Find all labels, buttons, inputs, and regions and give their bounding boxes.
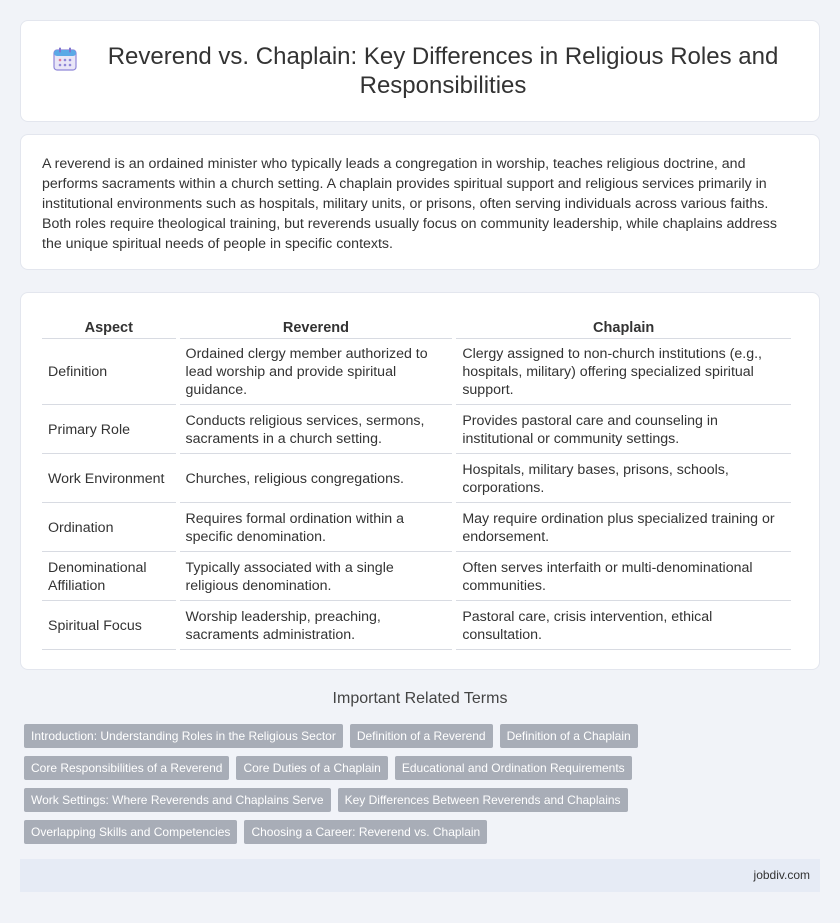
cell-chaplain: May require ordination plus specialized training or endorsement. (456, 503, 791, 552)
related-term-chip[interactable]: Core Responsibilities of a Reverend (24, 756, 229, 780)
cell-aspect: Denominational Affiliation (42, 552, 176, 601)
footer (20, 859, 820, 892)
page-title: Reverend vs. Chaplain: Key Differences in Religious Roles and Responsibilities (107, 43, 779, 99)
header-aspect: Aspect (42, 313, 176, 339)
related-term-chip[interactable]: Work Settings: Where Reverends and Chaplains Serve (24, 788, 331, 812)
intro-card (20, 134, 820, 270)
table-row (42, 339, 791, 405)
cell-reverend: Conducts religious services, sermons, sacraments in a church setting. (180, 405, 453, 454)
related-term-chip[interactable]: Choosing a Career: Reverend vs. Chaplain (244, 820, 487, 844)
cell-reverend: Churches, religious congregations. (180, 454, 453, 503)
table-row (42, 454, 791, 503)
intro-text: A reverend is an ordained minister who typically leads a congregation in worship, teaches religious doctrine, and performs sacraments within a church setting. A chaplain provides spiritual support and religious services primarily in institutional environments such as hospitals, military units, or prisons, often serving individuals across various faiths. Both roles require theological training, but reverends usually focus on community leadership, while chaplains address the unique spiritual needs of people in specific contexts. (42, 156, 777, 252)
table-header-row (42, 313, 791, 339)
related-terms (24, 724, 744, 852)
cell-aspect: Ordination (42, 503, 176, 552)
related-term-chip[interactable]: Core Duties of a Chaplain (236, 756, 387, 780)
related-term-chip[interactable]: Introduction: Understanding Roles in the Religious Sector (24, 724, 343, 748)
cell-chaplain: Pastoral care, crisis intervention, ethical consultation. (456, 601, 791, 650)
header-reverend: Reverend (180, 313, 453, 339)
related-term-chip[interactable]: Definition of a Reverend (350, 724, 493, 748)
cell-aspect: Spiritual Focus (42, 601, 176, 650)
cell-chaplain: Often serves interfaith or multi-denominational communities. (456, 552, 791, 601)
table-row (42, 405, 791, 454)
related-term-chip[interactable]: Key Differences Between Reverends and Chaplains (338, 788, 628, 812)
calendar-icon (52, 46, 78, 72)
related-term-chip[interactable]: Overlapping Skills and Competencies (24, 820, 237, 844)
cell-reverend: Requires formal ordination within a specific denomination. (180, 503, 453, 552)
table-row (42, 601, 791, 650)
cell-chaplain: Provides pastoral care and counseling in institutional or community settings. (456, 405, 791, 454)
related-term-chip[interactable]: Educational and Ordination Requirements (395, 756, 632, 780)
comparison-table (38, 313, 795, 650)
cell-reverend: Typically associated with a single religious denomination. (180, 552, 453, 601)
footer-site-link[interactable]: jobdiv.com (753, 868, 810, 882)
header-card (20, 20, 820, 122)
chip-row (24, 820, 744, 844)
table-row (42, 552, 791, 601)
chip-row (24, 756, 744, 780)
chip-row (24, 788, 744, 812)
cell-aspect: Definition (42, 339, 176, 405)
comparison-card (20, 292, 820, 670)
header (52, 42, 788, 100)
cell-aspect: Work Environment (42, 454, 176, 503)
chip-row (24, 724, 744, 748)
related-terms-title: Important Related Terms (332, 690, 508, 707)
table-row (42, 503, 791, 552)
cell-chaplain: Clergy assigned to non-church institutions (e.g., hospitals, military) offering specialized spiritual support. (456, 339, 791, 405)
related-term-chip[interactable]: Definition of a Chaplain (500, 724, 638, 748)
header-chaplain: Chaplain (456, 313, 791, 339)
cell-aspect: Primary Role (42, 405, 176, 454)
cell-reverend: Worship leadership, preaching, sacraments administration. (180, 601, 453, 650)
cell-chaplain: Hospitals, military bases, prisons, schools, corporations. (456, 454, 791, 503)
cell-reverend: Ordained clergy member authorized to lead worship and provide spiritual guidance. (180, 339, 453, 405)
